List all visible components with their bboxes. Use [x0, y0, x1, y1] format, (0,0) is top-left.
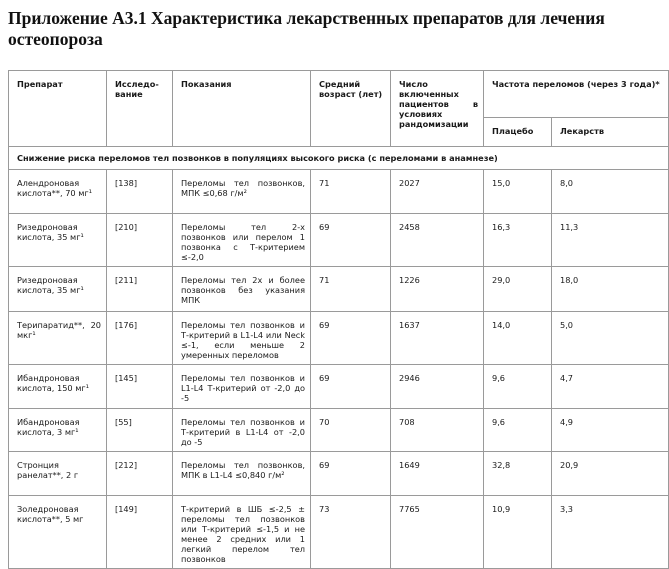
drug-value-cell: 5,0 — [552, 312, 669, 365]
section-title: Снижение риска переломов тел позвонков в популяциях высокого риска (с переломами в анамнезе) — [9, 147, 669, 170]
age-cell: 69 — [311, 452, 391, 496]
patients-cell: 1649 — [391, 452, 484, 496]
placebo-cell: 9,6 — [484, 365, 552, 409]
age-cell: 69 — [311, 214, 391, 267]
age-cell: 73 — [311, 496, 391, 569]
header-age: Средний возраст (лет) — [311, 71, 391, 147]
patients-cell: 7765 — [391, 496, 484, 569]
table-row — [9, 267, 669, 312]
document-title: Приложение А3.1 Характеристика лекарственных препаратов для лечения остеопороза — [8, 8, 605, 49]
table-container — [8, 70, 660, 564]
drug-cell: Ибандроновая кислота, 150 мг¹ — [9, 365, 107, 409]
drug-cell: Алендроновая кислота**, 70 мг¹ — [9, 170, 107, 214]
header-patients: Число включенных пациентов в условиях рандомизации — [391, 71, 484, 147]
table-row — [9, 452, 669, 496]
header-drug: Препарат — [9, 71, 107, 147]
drug-value-cell: 3,3 — [552, 496, 669, 569]
placebo-cell: 15,0 — [484, 170, 552, 214]
drug-value-cell: 4,7 — [552, 365, 669, 409]
study-cell: [138] — [107, 170, 173, 214]
header-indications: Показания — [173, 71, 311, 147]
drug-table — [8, 70, 669, 569]
header-drug-value: Лекарств — [552, 118, 669, 147]
study-cell: [212] — [107, 452, 173, 496]
indications-cell: Переломы тел позвонков, МПК в L1-L4 ≤0,840 г/м² — [173, 452, 311, 496]
age-cell: 69 — [311, 312, 391, 365]
patients-cell: 2027 — [391, 170, 484, 214]
indications-cell: Переломы тел позвонков и L1-L4 Т-критерий от -2,0 до -5 — [173, 365, 311, 409]
header-study: Исследо-вание — [107, 71, 173, 147]
study-cell: [210] — [107, 214, 173, 267]
study-cell: [211] — [107, 267, 173, 312]
header-placebo: Плацебо — [484, 118, 552, 147]
drug-cell: Терипаратид**, 20 мкг¹ — [9, 312, 107, 365]
table-row — [9, 170, 669, 214]
study-cell: [145] — [107, 365, 173, 409]
placebo-cell: 16,3 — [484, 214, 552, 267]
drug-cell: Золедроновая кислота**, 5 мг — [9, 496, 107, 569]
patients-cell: 2458 — [391, 214, 484, 267]
age-cell: 71 — [311, 267, 391, 312]
drug-cell: Ризедроновая кислота, 35 мг¹ — [9, 267, 107, 312]
indications-cell: Переломы тел позвонков и Т-критерий в L1-L4 от -2,0 до -5 — [173, 409, 311, 452]
age-cell: 70 — [311, 409, 391, 452]
study-cell: [55] — [107, 409, 173, 452]
indications-cell: Переломы тел позвонков, МПК ≤0,68 г/м² — [173, 170, 311, 214]
drug-value-cell: 11,3 — [552, 214, 669, 267]
patients-cell: 2946 — [391, 365, 484, 409]
indications-cell: Переломы тел 2х и более позвонков без указания МПК — [173, 267, 311, 312]
table-row — [9, 365, 669, 409]
study-cell: [176] — [107, 312, 173, 365]
drug-value-cell: 18,0 — [552, 267, 669, 312]
patients-cell: 1226 — [391, 267, 484, 312]
indications-cell: Переломы тел позвонков и Т-критерий в L1-L4 или Neck ≤-1, если меньше 2 умеренных переломов — [173, 312, 311, 365]
drug-value-cell: 4,9 — [552, 409, 669, 452]
age-cell: 69 — [311, 365, 391, 409]
indications-cell: Т-критерий в ШБ ≤-2,5 ± переломы тел позвонков или Т-критерий ≤-1,5 и не менее 2 средних или 1 легкий перелом тел позвонков — [173, 496, 311, 569]
age-cell: 71 — [311, 170, 391, 214]
drug-value-cell: 20,9 — [552, 452, 669, 496]
patients-cell: 708 — [391, 409, 484, 452]
placebo-cell: 14,0 — [484, 312, 552, 365]
indications-cell: Переломы тел 2-х позвонков или перелом 1 позвонка с Т-критерием ≤-2,0 — [173, 214, 311, 267]
drug-value-cell: 8,0 — [552, 170, 669, 214]
placebo-cell: 32,8 — [484, 452, 552, 496]
table-row — [9, 214, 669, 267]
header-fracture-frequency: Частота переломов (через 3 года)* — [484, 71, 669, 118]
table-row — [9, 409, 669, 452]
drug-cell: Ризедроновая кислота, 35 мг¹ — [9, 214, 107, 267]
study-cell: [149] — [107, 496, 173, 569]
placebo-cell: 10,9 — [484, 496, 552, 569]
table-row — [9, 496, 669, 569]
placebo-cell: 9,6 — [484, 409, 552, 452]
patients-cell: 1637 — [391, 312, 484, 365]
drug-cell: Стронция ранелат**, 2 г — [9, 452, 107, 496]
placebo-cell: 29,0 — [484, 267, 552, 312]
table-row — [9, 312, 669, 365]
drug-cell: Ибандроновая кислота, 3 мг¹ — [9, 409, 107, 452]
